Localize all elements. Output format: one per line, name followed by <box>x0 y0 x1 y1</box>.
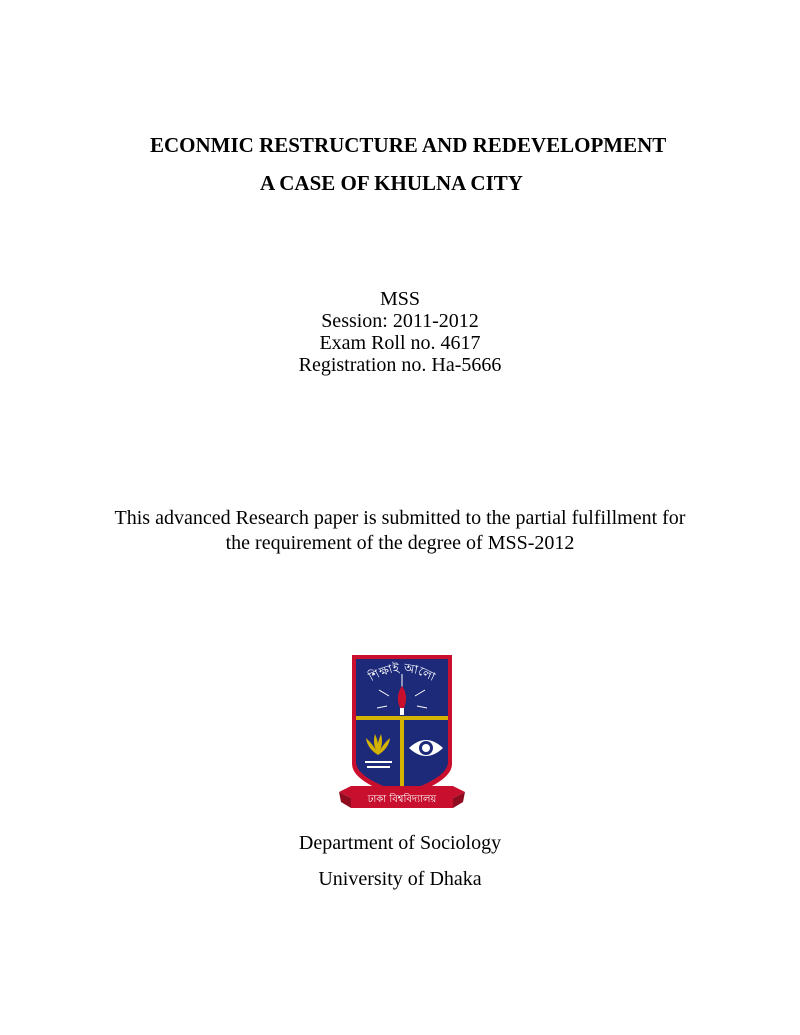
crest-banner-text: ঢাকা বিশ্ববিদ্যালয় <box>367 794 437 805</box>
university-name: University of Dhaka <box>318 868 482 890</box>
degree-text: MSS <box>379 288 421 310</box>
crest-divider-vertical <box>400 718 404 790</box>
statement-line-2: the requirement of the degree of MSS-2012 <box>225 532 575 554</box>
info-block <box>0 288 800 376</box>
session-text: Session: 2011-2012 <box>321 310 479 332</box>
title-line-2: A CASE OF KHULNA CITY <box>260 171 523 195</box>
exam-roll-text: Exam Roll no. 4617 <box>319 332 481 354</box>
title-line-1: ECONMIC RESTRUCTURE AND REDEVELOPMENT <box>150 133 667 157</box>
university-crest-logo <box>337 652 467 814</box>
submission-statement <box>0 506 800 556</box>
statement-line-1: This advanced Research paper is submitted to the partial fulfillment for <box>114 507 686 529</box>
department-name: Department of Sociology <box>298 832 502 854</box>
crest-motto: শিক্ষাই আলো <box>366 660 438 685</box>
registration-text: Registration no. Ha-5666 <box>298 354 502 376</box>
